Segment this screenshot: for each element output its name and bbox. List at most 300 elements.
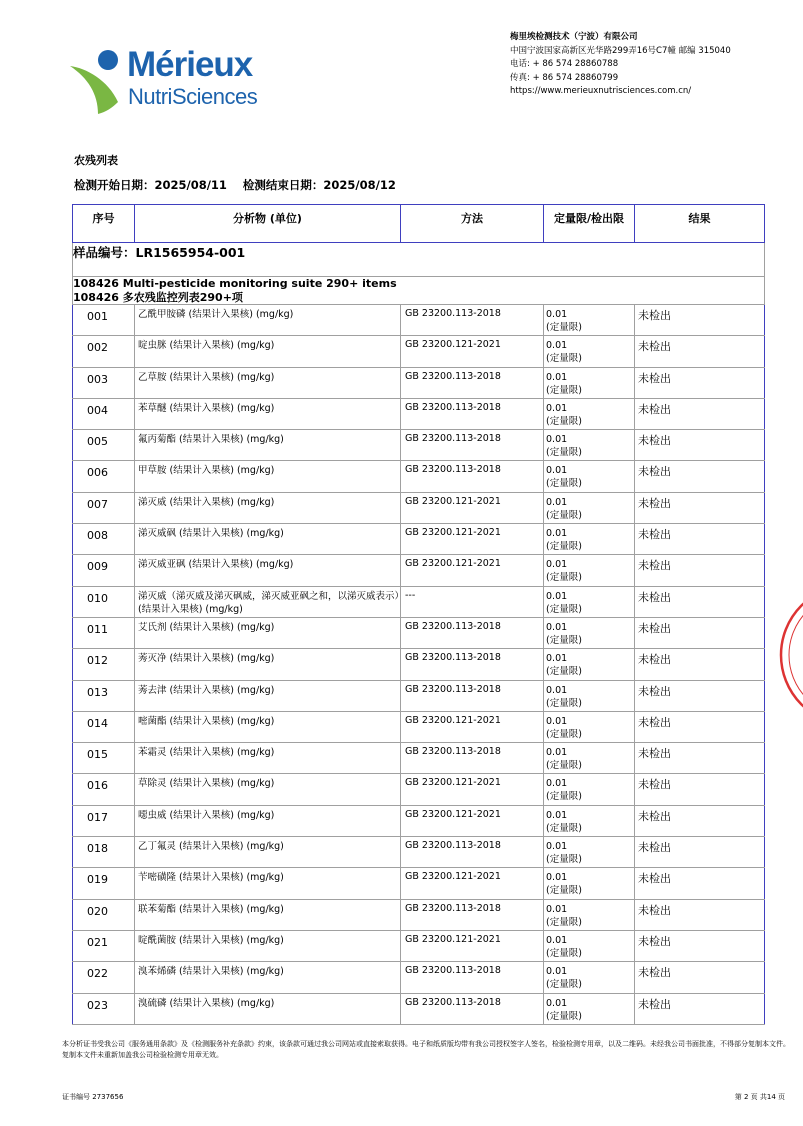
test-dates: 检测开始日期：2025/08/11 检测结束日期：2025/08/12 <box>74 178 396 192</box>
row-method-text: GB 23200.113-2018 <box>405 965 501 977</box>
row-method <box>401 930 544 961</box>
row-method <box>401 430 544 461</box>
row-number-text: 017 <box>87 810 108 824</box>
table-row <box>73 586 765 617</box>
row-result <box>635 461 765 492</box>
row-method-text: GB 23200.113-2018 <box>405 308 501 319</box>
row-method-text: GB 23200.121-2021 <box>405 871 501 883</box>
row-number-text: 023 <box>87 998 108 1012</box>
row-method <box>401 336 544 367</box>
row-result-text: 未检出 <box>638 966 671 980</box>
row-limit-value: 0.01 <box>546 340 568 352</box>
row-method-text: GB 23200.121-2021 <box>405 558 501 570</box>
row-limit-value: 0.01 <box>546 903 568 915</box>
row-limit <box>544 899 635 930</box>
row-analyte-text: 甲草胺 (结果计入果核) (mg/kg) <box>138 465 275 477</box>
row-limit-value: 0.01 <box>546 778 568 790</box>
row-analyte <box>135 336 401 367</box>
row-limit <box>544 367 635 398</box>
row-number <box>73 461 135 492</box>
row-result-text: 未检出 <box>638 402 671 416</box>
table-row <box>73 993 765 1024</box>
row-number <box>73 398 135 429</box>
row-analyte <box>135 492 401 523</box>
row-limit-value: 0.01 <box>546 997 568 1009</box>
table-row <box>73 336 765 367</box>
row-analyte-text: 乙酰甲胺磷 (结果计入果核) (mg/kg) <box>138 309 294 320</box>
row-method-text: GB 23200.121-2021 <box>405 808 501 820</box>
row-number-text: 022 <box>87 967 108 981</box>
row-number <box>73 555 135 586</box>
company-info <box>510 31 731 99</box>
row-result-text: 未检出 <box>638 684 671 698</box>
row-limit-note: (定量限) <box>546 384 582 396</box>
row-analyte <box>135 711 401 742</box>
suite-title-cn: 108426 多农残监控列表290+项 <box>73 290 243 304</box>
row-number <box>73 993 135 1024</box>
row-limit <box>544 617 635 648</box>
row-analyte-text: 啶虫脒 (结果计入果核) (mg/kg) <box>138 340 275 352</box>
row-result-text: 未检出 <box>638 371 671 385</box>
row-method <box>401 586 544 617</box>
row-result-text: 未检出 <box>638 590 671 604</box>
row-analyte-text: 氟丙菊酯 (结果计入果核) (mg/kg) <box>138 434 284 446</box>
row-analyte <box>135 649 401 680</box>
row-limit <box>544 524 635 555</box>
row-limit <box>544 398 635 429</box>
row-number-text: 009 <box>87 560 108 574</box>
row-number <box>73 711 135 742</box>
header-limit: 定量限/检出限 <box>544 205 635 243</box>
row-number <box>73 524 135 555</box>
row-number <box>73 305 135 336</box>
row-limit-note: (定量限) <box>546 854 582 866</box>
row-number <box>73 805 135 836</box>
row-method-text: GB 23200.121-2021 <box>405 714 501 726</box>
row-analyte-text: 涕灭威 (结果计入果核) (mg/kg) <box>138 496 275 508</box>
row-result <box>635 649 765 680</box>
row-result-text: 未检出 <box>638 621 671 635</box>
row-analyte <box>135 524 401 555</box>
seal-stamp-icon <box>776 580 803 730</box>
row-number <box>73 837 135 868</box>
row-limit-note: (定量限) <box>546 509 582 521</box>
row-result <box>635 398 765 429</box>
row-limit-note: (定量限) <box>546 603 582 615</box>
row-number <box>73 586 135 617</box>
row-method-text: GB 23200.121-2021 <box>405 777 501 789</box>
row-result <box>635 524 765 555</box>
row-result-text: 未检出 <box>638 496 671 510</box>
row-limit-value: 0.01 <box>546 934 568 946</box>
row-method-text: GB 23200.113-2018 <box>405 840 501 852</box>
row-result <box>635 711 765 742</box>
row-method <box>401 962 544 993</box>
row-result <box>635 962 765 993</box>
logo-text-nutrisciences: NutriSciences <box>128 84 258 109</box>
row-method <box>401 837 544 868</box>
row-number-text: 010 <box>87 591 108 605</box>
row-method-text: GB 23200.121-2021 <box>405 339 501 351</box>
company-address: 中国宁波国家高新区光华路299弄16号C7幢 邮编 315040 <box>510 45 731 56</box>
row-method-text: GB 23200.113-2018 <box>405 433 501 445</box>
row-analyte <box>135 680 401 711</box>
row-result <box>635 930 765 961</box>
row-analyte-text: 苯草醚 (结果计入果核) (mg/kg) <box>138 402 275 414</box>
row-result <box>635 868 765 899</box>
row-result-text: 未检出 <box>638 809 671 823</box>
row-limit-note: (定量限) <box>546 1010 582 1022</box>
row-result-text: 未检出 <box>638 778 671 792</box>
row-limit-note: (定量限) <box>546 541 582 553</box>
row-limit-value: 0.01 <box>546 747 568 759</box>
row-number <box>73 930 135 961</box>
row-limit-note: (定量限) <box>546 697 582 709</box>
row-limit <box>544 774 635 805</box>
row-method <box>401 993 544 1024</box>
row-limit-value: 0.01 <box>546 402 568 414</box>
row-number-text: 006 <box>87 466 108 480</box>
table-row <box>73 805 765 836</box>
row-limit <box>544 868 635 899</box>
row-result <box>635 336 765 367</box>
row-analyte <box>135 430 401 461</box>
row-result-text: 未检出 <box>638 872 671 886</box>
row-analyte <box>135 743 401 774</box>
row-result-text: 未检出 <box>638 434 671 448</box>
sample-label: 样品编号：LR1565954-001 <box>73 243 765 277</box>
row-number <box>73 868 135 899</box>
row-analyte-text: 溴硫磷 (结果计入果核) (mg/kg) <box>138 997 275 1009</box>
row-analyte-text: 苯霜灵 (结果计入果核) (mg/kg) <box>138 747 275 759</box>
row-number <box>73 367 135 398</box>
table-row <box>73 398 765 429</box>
row-limit <box>544 930 635 961</box>
row-number <box>73 649 135 680</box>
logo-text-merieux: Mérieux <box>127 45 253 84</box>
table-row <box>73 899 765 930</box>
table-row <box>73 617 765 648</box>
row-limit-note: (定量限) <box>546 885 582 897</box>
row-result-text: 未检出 <box>638 997 671 1011</box>
row-limit <box>544 555 635 586</box>
row-analyte <box>135 993 401 1024</box>
row-result <box>635 586 765 617</box>
row-limit <box>544 492 635 523</box>
header-result: 结果 <box>635 205 765 243</box>
row-analyte-text: 莠灭净 (结果计入果核) (mg/kg) <box>138 653 275 665</box>
row-number-text: 001 <box>87 310 108 323</box>
table-row <box>73 430 765 461</box>
row-number <box>73 962 135 993</box>
row-analyte <box>135 398 401 429</box>
row-limit <box>544 430 635 461</box>
table-row <box>73 524 765 555</box>
suite-title-en: 108426 Multi-pesticide monitoring suite 290+ items <box>73 277 397 290</box>
row-limit-value: 0.01 <box>546 684 568 696</box>
row-limit-note: (定量限) <box>546 447 582 459</box>
row-limit <box>544 711 635 742</box>
row-result-text: 未检出 <box>638 528 671 542</box>
table-header-row <box>73 205 765 243</box>
row-analyte-text: 艾氏剂 (结果计入果核) (mg/kg) <box>138 621 275 633</box>
row-result <box>635 805 765 836</box>
row-result <box>635 993 765 1024</box>
row-analyte-text: 联苯菊酯 (结果计入果核) (mg/kg) <box>138 903 284 915</box>
row-result <box>635 617 765 648</box>
row-result-text: 未检出 <box>638 934 671 948</box>
row-method <box>401 367 544 398</box>
row-number-text: 013 <box>87 685 108 699</box>
row-limit-note: (定量限) <box>546 947 582 959</box>
row-limit-value: 0.01 <box>546 841 568 853</box>
row-number-text: 020 <box>87 904 108 918</box>
row-analyte-text: 莠去津 (结果计入果核) (mg/kg) <box>138 684 275 696</box>
row-method <box>401 461 544 492</box>
row-method <box>401 617 544 648</box>
table-row <box>73 492 765 523</box>
row-method-text: GB 23200.113-2018 <box>405 464 501 476</box>
row-number <box>73 680 135 711</box>
row-method-text: GB 23200.113-2018 <box>405 652 501 664</box>
row-limit-note: (定量限) <box>546 415 582 427</box>
row-limit-value: 0.01 <box>546 590 568 602</box>
row-limit-note: (定量限) <box>546 979 582 991</box>
row-method-text: GB 23200.113-2018 <box>405 620 501 632</box>
row-number-text: 018 <box>87 842 108 856</box>
row-number-text: 021 <box>87 935 108 949</box>
row-method <box>401 711 544 742</box>
table-row <box>73 868 765 899</box>
row-number-text: 011 <box>87 622 108 636</box>
row-limit <box>544 837 635 868</box>
row-method-text: GB 23200.121-2021 <box>405 495 501 507</box>
row-limit-value: 0.01 <box>546 715 568 727</box>
row-number-text: 014 <box>87 716 108 730</box>
row-limit-value: 0.01 <box>546 621 568 633</box>
row-limit <box>544 805 635 836</box>
row-number <box>73 899 135 930</box>
row-number <box>73 743 135 774</box>
row-method <box>401 868 544 899</box>
row-analyte-text: 乙草胺 (结果计入果核) (mg/kg) <box>138 371 275 383</box>
table-row <box>73 649 765 680</box>
row-method-text: GB 23200.113-2018 <box>405 370 501 382</box>
suite-row <box>73 277 765 305</box>
row-limit-note: (定量限) <box>546 791 582 803</box>
row-limit <box>544 680 635 711</box>
row-limit <box>544 962 635 993</box>
row-result-text: 未检出 <box>638 559 671 573</box>
row-analyte-text: 涕灭威亚砜 (结果计入果核) (mg/kg) <box>138 559 294 571</box>
row-method-text: GB 23200.113-2018 <box>405 746 501 758</box>
row-result-text: 未检出 <box>638 715 671 729</box>
row-number-text: 012 <box>87 654 108 668</box>
sample-row <box>73 243 765 277</box>
row-analyte-text: 嘧菌酯 (结果计入果核) (mg/kg) <box>138 715 275 727</box>
row-method <box>401 492 544 523</box>
footer-note: 本分析证书受我公司《服务通用条款》及《检测服务补充条款》约束，该条款可通过我公司网站或直接索取获得。电子和纸质版均带有我公司授权签字人签名，检验检测专用章，以及二维码。未经我公司书面批准，不得部分复制本文件。复制本文件未重新加盖我公司检验检测专用章无效。 <box>62 1040 790 1059</box>
row-method-text: GB 23200.113-2018 <box>405 902 501 914</box>
table-row <box>73 305 765 336</box>
row-limit-value: 0.01 <box>546 371 568 383</box>
table-row <box>73 930 765 961</box>
row-method <box>401 524 544 555</box>
row-limit <box>544 305 635 336</box>
certificate-number: 证书编号 2737656 <box>62 1093 124 1101</box>
header-analyte: 分析物 (单位) <box>135 205 401 243</box>
row-number-text: 002 <box>87 341 108 355</box>
row-limit-value: 0.01 <box>546 653 568 665</box>
row-method-text: GB 23200.113-2018 <box>405 996 501 1008</box>
row-method-text: --- <box>405 589 416 601</box>
row-number-text: 019 <box>87 873 108 887</box>
row-analyte-text: 乙丁氟灵 (结果计入果核) (mg/kg) <box>138 841 284 853</box>
row-method <box>401 555 544 586</box>
row-limit-note: (定量限) <box>546 478 582 490</box>
row-result <box>635 305 765 336</box>
logo-leaf-icon <box>68 44 130 116</box>
row-limit-note: (定量限) <box>546 666 582 678</box>
table-row <box>73 461 765 492</box>
row-method-text: GB 23200.113-2018 <box>405 401 501 413</box>
row-analyte <box>135 962 401 993</box>
row-analyte <box>135 774 401 805</box>
row-limit <box>544 586 635 617</box>
row-limit-note: (定量限) <box>546 634 582 646</box>
row-limit-note: (定量限) <box>546 728 582 740</box>
row-method-text: GB 23200.121-2021 <box>405 933 501 945</box>
row-result <box>635 743 765 774</box>
row-limit-value: 0.01 <box>546 528 568 540</box>
row-limit-value: 0.01 <box>546 872 568 884</box>
row-limit-note: (定量限) <box>546 353 582 365</box>
row-limit-value: 0.01 <box>546 966 568 978</box>
row-limit-value: 0.01 <box>546 309 568 320</box>
row-number <box>73 492 135 523</box>
header-method: 方法 <box>401 205 544 243</box>
row-limit <box>544 649 635 680</box>
row-limit-value: 0.01 <box>546 465 568 477</box>
table-row <box>73 743 765 774</box>
row-result <box>635 680 765 711</box>
row-analyte-text: 涕灭威砜 (结果计入果核) (mg/kg) <box>138 528 284 540</box>
row-limit <box>544 461 635 492</box>
row-limit-note: (定量限) <box>546 322 582 333</box>
row-number-text: 005 <box>87 435 108 449</box>
row-analyte <box>135 868 401 899</box>
company-phone: 电话: + 86 574 28860788 <box>510 59 619 69</box>
table-row <box>73 837 765 868</box>
row-analyte <box>135 461 401 492</box>
row-result <box>635 837 765 868</box>
row-limit-value: 0.01 <box>546 559 568 571</box>
row-analyte <box>135 586 401 617</box>
row-method <box>401 805 544 836</box>
row-limit-note: (定量限) <box>546 822 582 834</box>
row-method <box>401 680 544 711</box>
row-method <box>401 398 544 429</box>
table-row <box>73 774 765 805</box>
row-analyte-text: 溴苯烯磷 (结果计入果核) (mg/kg) <box>138 966 284 978</box>
row-result <box>635 367 765 398</box>
row-number-text: 004 <box>87 403 108 417</box>
row-method <box>401 774 544 805</box>
company-website[interactable]: https://www.merieuxnutrisciences.com.cn/ <box>510 86 692 96</box>
row-result-text: 未检出 <box>638 465 671 479</box>
row-limit-value: 0.01 <box>546 809 568 821</box>
row-limit-note: (定量限) <box>546 572 582 584</box>
row-number-text: 016 <box>87 779 108 793</box>
row-number-text: 008 <box>87 529 108 543</box>
row-number-text: 015 <box>87 748 108 762</box>
row-method <box>401 305 544 336</box>
row-analyte <box>135 617 401 648</box>
row-result-text: 未检出 <box>638 747 671 761</box>
row-analyte-text: 噁虫威 (结果计入果核) (mg/kg) <box>138 809 275 821</box>
table-row <box>73 711 765 742</box>
row-number <box>73 617 135 648</box>
row-method-text: GB 23200.121-2021 <box>405 527 501 539</box>
row-method-text: GB 23200.113-2018 <box>405 683 501 695</box>
company-name: 梅里埃检测技术（宁波）有限公司 <box>510 32 638 42</box>
row-limit <box>544 743 635 774</box>
row-result-text: 未检出 <box>638 841 671 855</box>
row-analyte-text: 啶酰菌胺 (结果计入果核) (mg/kg) <box>138 934 284 946</box>
row-limit <box>544 993 635 1024</box>
row-analyte <box>135 899 401 930</box>
row-limit-value: 0.01 <box>546 496 568 508</box>
row-result-text: 未检出 <box>638 309 671 322</box>
row-analyte <box>135 305 401 336</box>
row-analyte-text: 苄嘧磺隆 (结果计入果核) (mg/kg) <box>138 872 284 884</box>
row-result <box>635 430 765 461</box>
table-row <box>73 962 765 993</box>
row-result-text: 未检出 <box>638 340 671 354</box>
header-no: 序号 <box>73 205 135 243</box>
row-number <box>73 336 135 367</box>
row-method <box>401 649 544 680</box>
row-method <box>401 743 544 774</box>
row-analyte-text: 涕灭威（涕灭威及涕灭砜威，涕灭威亚砜之和，以涕灭威表示）(结果计入果核) (mg/kg) <box>138 590 400 615</box>
row-result <box>635 774 765 805</box>
document-title: 农残列表 <box>74 154 118 167</box>
page-indicator: 第 2 页 共14 页 <box>734 1093 785 1101</box>
table-row <box>73 367 765 398</box>
row-analyte <box>135 837 401 868</box>
row-number <box>73 430 135 461</box>
row-result <box>635 492 765 523</box>
table-row <box>73 555 765 586</box>
row-result-text: 未检出 <box>638 653 671 667</box>
row-number-text: 007 <box>87 497 108 511</box>
row-limit-value: 0.01 <box>546 434 568 446</box>
row-analyte <box>135 555 401 586</box>
row-limit-note: (定量限) <box>546 916 582 928</box>
row-number <box>73 774 135 805</box>
row-analyte-text: 草除灵 (结果计入果核) (mg/kg) <box>138 778 275 790</box>
row-method <box>401 899 544 930</box>
row-analyte <box>135 930 401 961</box>
row-result <box>635 555 765 586</box>
company-logo <box>68 44 278 116</box>
row-limit-note: (定量限) <box>546 760 582 772</box>
row-analyte <box>135 367 401 398</box>
row-result <box>635 899 765 930</box>
pesticide-results-table <box>72 204 765 1025</box>
company-fax: 传真: + 86 574 28860799 <box>510 72 619 83</box>
row-analyte <box>135 805 401 836</box>
